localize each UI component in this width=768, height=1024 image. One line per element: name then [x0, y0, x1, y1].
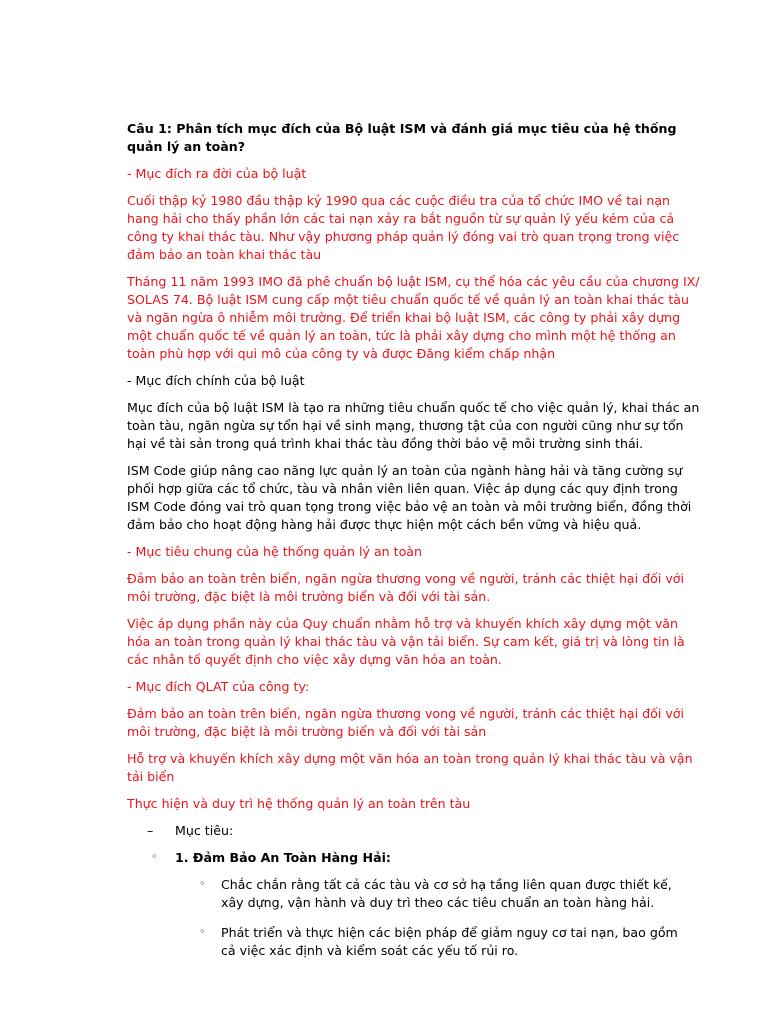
list-item-text: Chắc chắn rằng tất cả các tàu và cơ sở hạ tầng liên quan được thiết kế, xây dựng, vận hành và duy trì theo các tiêu chuẩn an toàn hàng hải. [221, 877, 672, 910]
circle-bullet-icon: ◦ [199, 877, 206, 890]
list-item-label: 1. Đảm Bảo An Toàn Hàng Hải: [175, 850, 391, 865]
paragraph-main-purpose-2: ISM Code giúp nâng cao năng lực quản lý an toàn của ngành hàng hải và tăng cường sự phối hợp giữa các tổ chức, tàu và nhân viên liên quan. Việc áp dụng các quy định trong ISM Code đóng vai trò quan tọng trong việc bảo vệ an toàn và môi trường biển, đồng thời đảm bảo cho hoạt động hàng hải được thực hiện một cách bền vững và hiệu quả. [127, 463, 692, 532]
paragraph-origin-2: Tháng 11 năm 1993 IMO đã phê chuẩn bộ luật ISM, cụ thể hóa các yêu cầu của chương IX/ SOLAS 74. Bộ luật ISM cung cấp một tiêu chuẩn quốc tế về quản lý an toàn khai thác tàu và ngăn ngừa ô nhiễm môi trường. Để triển khai bộ luật ISM, các công ty phải xây dựng một chuẩn quốc tế về quản lý an toàn, tức là phải xây dựng cho mình một hệ thống an toàn phù hợp với qui mô của công ty và được Đăng kiểm chấp nhận [127, 274, 700, 361]
section-heading-main-purpose: - Mục đích chính của bộ luật [127, 373, 305, 388]
section-heading-company-purpose: - Mục đích QLAT của công ty: [127, 679, 310, 694]
list-item-text: Phát triển và thực hiện các biện pháp để giảm nguy cơ tai nạn, bao gồm cả việc xác định và kiểm soát các yếu tố rủi ro. [221, 925, 678, 958]
paragraph-origin-1: Cuối thập kỷ 1980 đầu thập kỷ 1990 qua các cuộc điều tra của tổ chức IMO về tai nạn hang hải cho thấy phần lớn các tai nạn xảy ra bắt nguồn từ sự quản lý yếu kém của cả công ty khai thác tàu. Như vậy phương pháp quản lý đóng vai trò quan trọng trong việc đảm bảo an toàn khai thác tàu [127, 193, 680, 262]
paragraph-company-purpose-2: Hỗ trợ và khuyến khích xây dựng một văn hóa an toàn trong quản lý khai thác tàu và vận tải biển [127, 751, 693, 784]
paragraph-general-goal-1: Đảm bảo an toàn trên biển, ngăn ngừa thương vong về người, tránh các thiệt hại đối với môi trường, đặc biệt là môi trường biển và đối với tài sản. [127, 571, 685, 604]
list-item-maritime-safety [127, 849, 702, 867]
list-item-sub [127, 876, 702, 912]
paragraph-general-goal-2: Việc áp dụng phần này của Quy chuẩn nhằm hỗ trợ và khuyến khích xây dựng một văn hóa an toàn trong quản lý khai thác tàu và vận tải biển. Sự cam kết, giá trị và lòng tin là các nhân tố quyết định cho việc xây dựng văn hóa an toàn. [127, 616, 685, 667]
list-item-label: Mục tiêu: [175, 823, 234, 838]
dash-bullet-icon: – [147, 823, 154, 838]
list-item-sub [127, 924, 702, 960]
paragraph-main-purpose-1: Mục đích của bộ luật ISM là tạo ra những tiêu chuẩn quốc tế cho việc quản lý, khai thác an toàn tàu, ngăn ngừa sự tổn hại về sinh mạng, thương tật của con người cũng như sự tổn hại về tài sản trong quá trình khai thác tàu đồng thời bảo vệ môi trường sinh thái. [127, 400, 700, 451]
circle-bullet-icon: ◦ [151, 850, 158, 863]
section-heading-general-goal: - Mục tiêu chung của hệ thống quản lý an toàn [127, 544, 422, 559]
paragraph-company-purpose-1: Đảm bảo an toàn trên biển, ngăn ngừa thương vong về người, tránh các thiệt hại đối với môi trường, đặc biệt là môi trường biển và đối với tài sản [127, 706, 685, 739]
list-item-objectives [127, 822, 702, 840]
section-heading-origin: - Mục đích ra đời của bộ luật [127, 166, 307, 181]
circle-bullet-icon: ◦ [199, 925, 206, 938]
paragraph-company-purpose-3: Thực hiện và duy trì hệ thống quản lý an toàn trên tàu [127, 796, 471, 811]
question-title: Câu 1: Phân tích mục đích của Bộ luật ISM và đánh giá mục tiêu của hệ thống quản lý an toàn? [127, 121, 677, 154]
document-page [127, 120, 702, 972]
